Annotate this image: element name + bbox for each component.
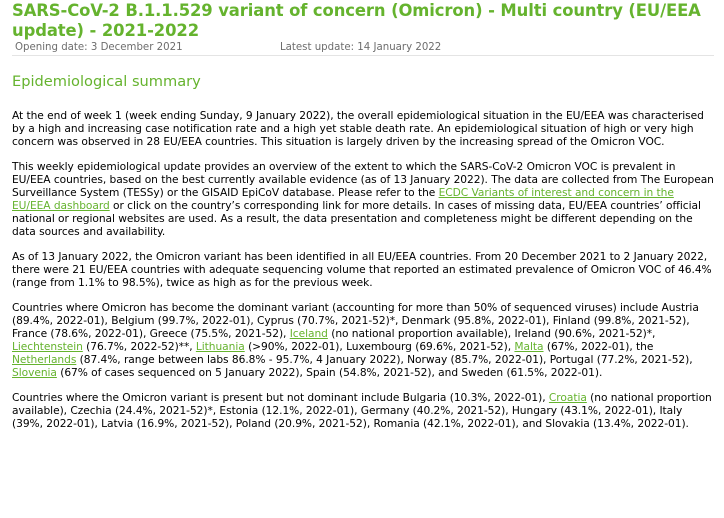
paragraph-situation: At the end of week 1 (week ending Sunday, 9 January 2022), the overall epidemiological situation in the EU/EEA was characterised by a high and increasing case notification rate and a high yet stable death rate. An epidemiological situation of high or very high concern was observed in 28 EU/EEA countries. This situation is largely driven by the increasing spread of the Omicron VOC.	[12, 109, 704, 148]
ecdc-dashboard-link[interactable]: ECDC Variants of interest and concern in the EU/EEA dashboard	[12, 186, 674, 212]
section-heading: Epidemiological summary	[12, 73, 201, 90]
malta-link[interactable]: Malta	[514, 340, 544, 354]
paragraph-text: Countries where Omicron has become the dominant variant (accounting for more than 50% of sequenced viruses) include Austria (89.4%, 2022-01), Belgium (99.7%, 2022-01), Cyprus (70.7%, 2021-52)*, Denmark (95.8%, 2022-01), Finland (99.8%, 2021-52), France (78.6%, 2022-01), Greece (75.5%, 2021-52),	[12, 301, 699, 341]
paragraph-overview	[12, 161, 714, 238]
iceland-link[interactable]: Iceland	[289, 327, 328, 341]
paragraph-text: (67% of cases sequenced on 5 January 2022), Spain (54.8%, 2021-52), and Sweden (61.5%, 2022-01).	[56, 365, 603, 379]
slovenia-link[interactable]: Slovenia	[12, 365, 57, 379]
paragraph-text: (67%, 2022-01), the	[543, 340, 654, 354]
page-title: SARS-CoV-2 B.1.1.529 variant of concern (Omicron) - Multi country (EU/EEA update) - 2021-2022	[12, 1, 701, 40]
paragraph-text: (no national proportion available), Ireland (90.6%, 2021-52)*,	[327, 327, 656, 341]
paragraph-prevalence: As of 13 January 2022, the Omicron variant has been identified in all EU/EEA countries. From 20 December 2021 to 2 January 2022, there were 21 EU/EEA countries with adequate sequencing volume that reported an estimated prevalence of Omicron VOC of 46.4% (range from 1.1% to 98.5%), twice as high as for the previous week.	[12, 250, 712, 289]
page	[0, 1, 724, 518]
paragraph-text: (no national proportion available), Czechia (24.4%, 2021-52)*, Estonia (12.1%, 2022-01), Germany (40.2%, 2021-52), Hungary (43.1%, 2022-01), Italy (39%, 2022-01), Latvia (16.9%, 2021-52), Poland (20.9%, 2021-52), Romania (42.1%, 2022-01), and Slovakia (13.4%, 2022-01).	[12, 391, 712, 431]
paragraph-text: (87.4%, range between labs 86.8% - 95.7%, 4 January 2022), Norway (85.7%, 2022-01), Portugal (77.2%, 2021-52),	[76, 353, 693, 366]
opening-date: Opening date: 3 December 2021	[15, 42, 183, 53]
lithuania-link[interactable]: Lithuania	[195, 340, 245, 354]
paragraph-dominant	[12, 302, 714, 379]
paragraph-text: Countries where the Omicron variant is present but not dominant include Bulgaria (10.3%, 2022-01),	[12, 391, 549, 405]
netherlands-link[interactable]: Netherlands	[12, 353, 77, 366]
paragraph-text: (>90%, 2022-01), Luxembourg (69.6%, 2021-52),	[244, 340, 515, 354]
paragraph-text: or click on the country’s corresponding link for more details. In cases of missing data, EU/EEA countries’ official national or regional websites are used. As a result, the data presentation and completeness might be different depending on the data sources and availability.	[12, 198, 701, 238]
paragraph-non-dominant	[12, 392, 714, 431]
paragraph-text: This weekly epidemiological update provides an overview of the extent to which the SARS-CoV-2 Omicron VOC is prevalent in EU/EEA countries, based on the best currently available evidence (as of 13 January 2022). The data are collected from The European Surveillance System (TESSy) or the GISAID EpiCoV database. Please refer to the	[12, 160, 714, 200]
paragraph-text: (76.7%, 2022-52)**,	[82, 340, 196, 354]
latest-update: Latest update: 14 January 2022	[280, 42, 442, 53]
dates-row	[12, 42, 714, 56]
croatia-link[interactable]: Croatia	[548, 391, 587, 405]
liechtenstein-link[interactable]: Liechtenstein	[12, 340, 83, 354]
